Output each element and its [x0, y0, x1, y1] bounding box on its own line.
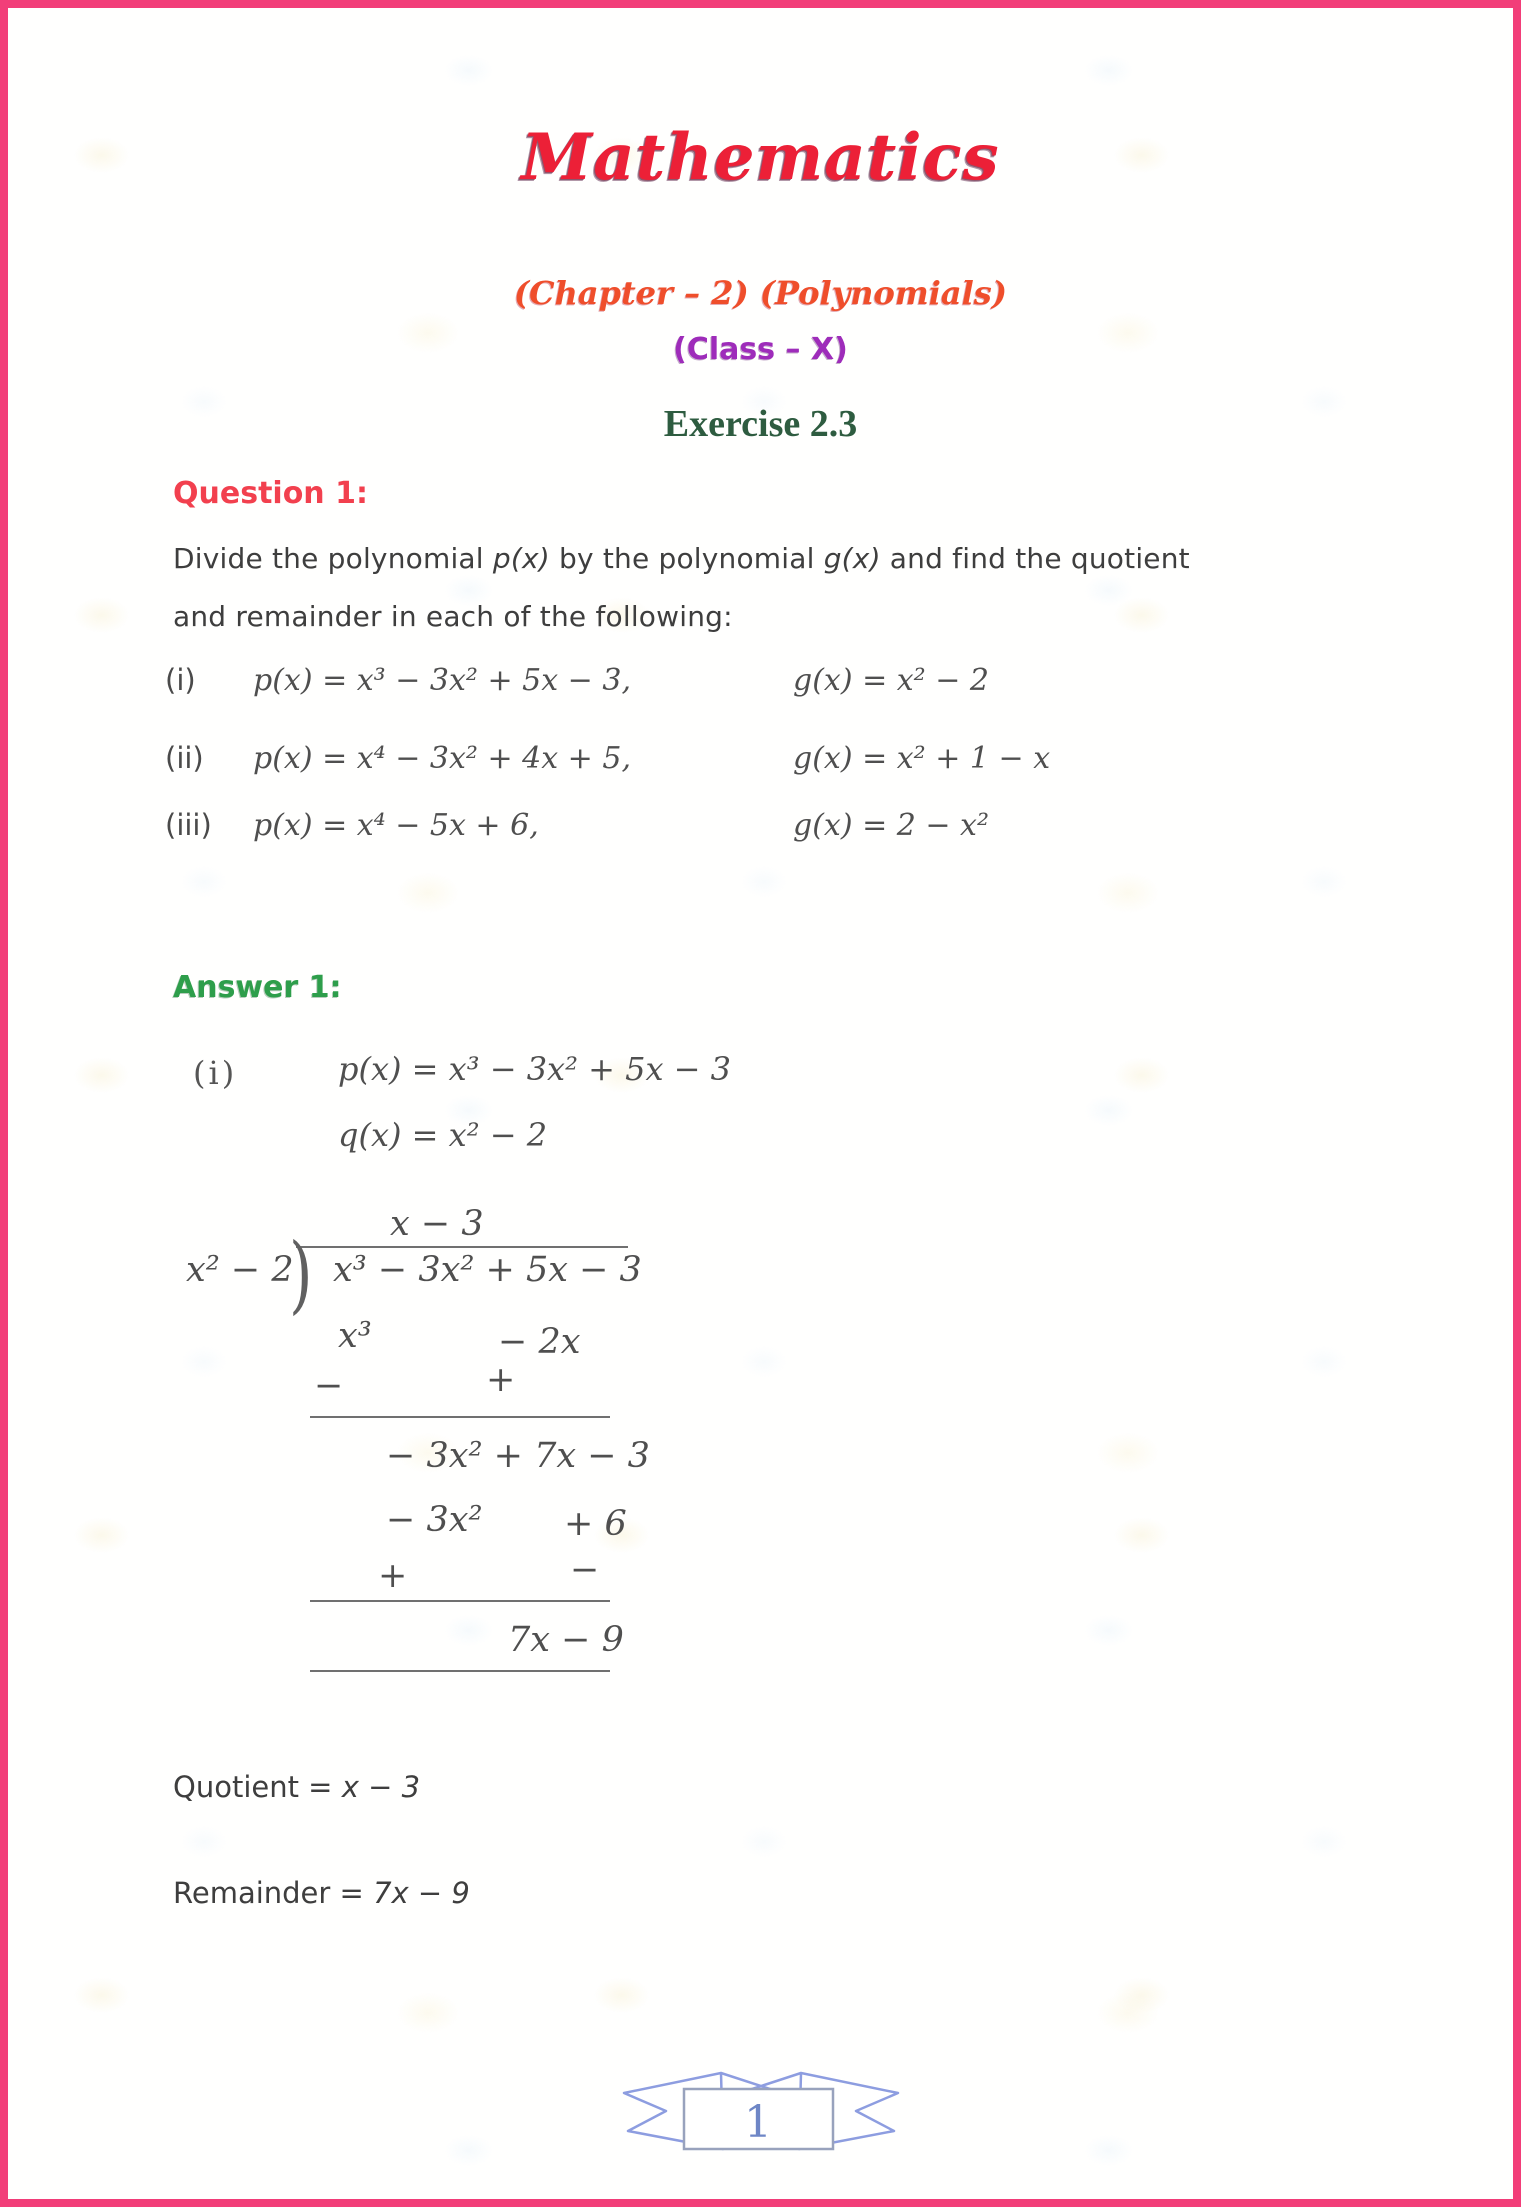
remainder-result-label: Remainder =: [173, 1876, 374, 1910]
class-subtitle: (Class – X): [673, 332, 848, 367]
division-sign-change-minus: −: [314, 1366, 344, 1406]
division-sign-change-plus: +: [486, 1360, 516, 1400]
equation-label: (i): [165, 663, 196, 697]
division-remainder: 7x − 9: [508, 1620, 624, 1660]
remainder-result-line: [173, 1876, 470, 1910]
page-title: Mathematics: [521, 120, 1000, 195]
division-step1-left: x³: [338, 1316, 372, 1356]
equation-label: (iii): [165, 808, 212, 842]
question-text-part: by the polynomial: [549, 542, 824, 575]
answer-q-line: q(x) = x² − 2: [338, 1116, 548, 1154]
ribbon-banner-icon: [616, 2071, 906, 2151]
division-step3-right: + 6: [564, 1504, 627, 1544]
chapter-subtitle: (Chapter – 2) (Polynomials): [514, 274, 1007, 312]
division-overline: [296, 1246, 628, 1248]
g-expression: g(x) = x² + 1 − x: [793, 741, 1051, 776]
p-expression: p(x) = x⁴ − 3x² + 4x + 5,: [253, 741, 631, 776]
quotient-result-value: x − 3: [341, 1770, 421, 1804]
quotient-result-line: [173, 1770, 420, 1804]
answer-item-label: (i): [193, 1054, 238, 1092]
remainder-result-value: 7x − 9: [373, 1876, 470, 1910]
division-step3-left: − 3x²: [386, 1500, 483, 1540]
page-number: 1: [743, 2097, 772, 2148]
division-step1-right: − 2x: [498, 1322, 581, 1362]
equation-item-iii: [165, 808, 989, 843]
question-text-part: Divide the polynomial: [173, 542, 493, 575]
answer-label: Answer 1:: [173, 970, 342, 1005]
equation-item-i: [165, 663, 989, 698]
division-bracket-icon: ): [289, 1225, 313, 1323]
quotient-result-label: Quotient =: [173, 1770, 342, 1804]
division-line-3: [310, 1600, 610, 1602]
question-text-part: and find the quotient: [880, 542, 1190, 575]
ribbon-right-fold: [749, 2073, 801, 2090]
question-text-line2: and remainder in each of the following:: [173, 600, 733, 633]
equation-label: (ii): [165, 741, 204, 775]
p-expression: p(x) = x³ − 3x² + 5x − 3,: [253, 663, 631, 698]
p-expression: p(x) = x⁴ − 5x + 6,: [253, 808, 539, 843]
exercise-heading: Exercise 2.3: [663, 403, 858, 445]
page-number-ribbon: [616, 2071, 906, 2151]
division-step2: − 3x² + 7x − 3: [386, 1436, 650, 1476]
answer-p-line: p(x) = x³ − 3x² + 5x − 3: [338, 1050, 731, 1088]
division-dividend: x³ − 3x² + 5x − 3: [333, 1250, 642, 1290]
g-expression: g(x) = 2 − x²: [793, 808, 989, 843]
division-divisor: x² − 2: [186, 1250, 294, 1290]
g-of-x-inline: g(x): [823, 542, 881, 575]
ribbon-left-fold: [721, 2073, 773, 2090]
question-text-line1: [173, 542, 1190, 575]
division-sign-change-minus2: −: [570, 1550, 600, 1590]
division-quotient: x − 3: [390, 1204, 484, 1244]
equation-item-ii: [165, 741, 1050, 776]
division-line-2: [310, 1416, 610, 1418]
g-expression: g(x) = x² − 2: [793, 663, 989, 698]
p-of-x-inline: p(x): [492, 542, 550, 575]
question-label: Question 1:: [173, 476, 368, 511]
division-sign-change-plus2: +: [378, 1556, 408, 1596]
division-line-4: [310, 1670, 610, 1672]
